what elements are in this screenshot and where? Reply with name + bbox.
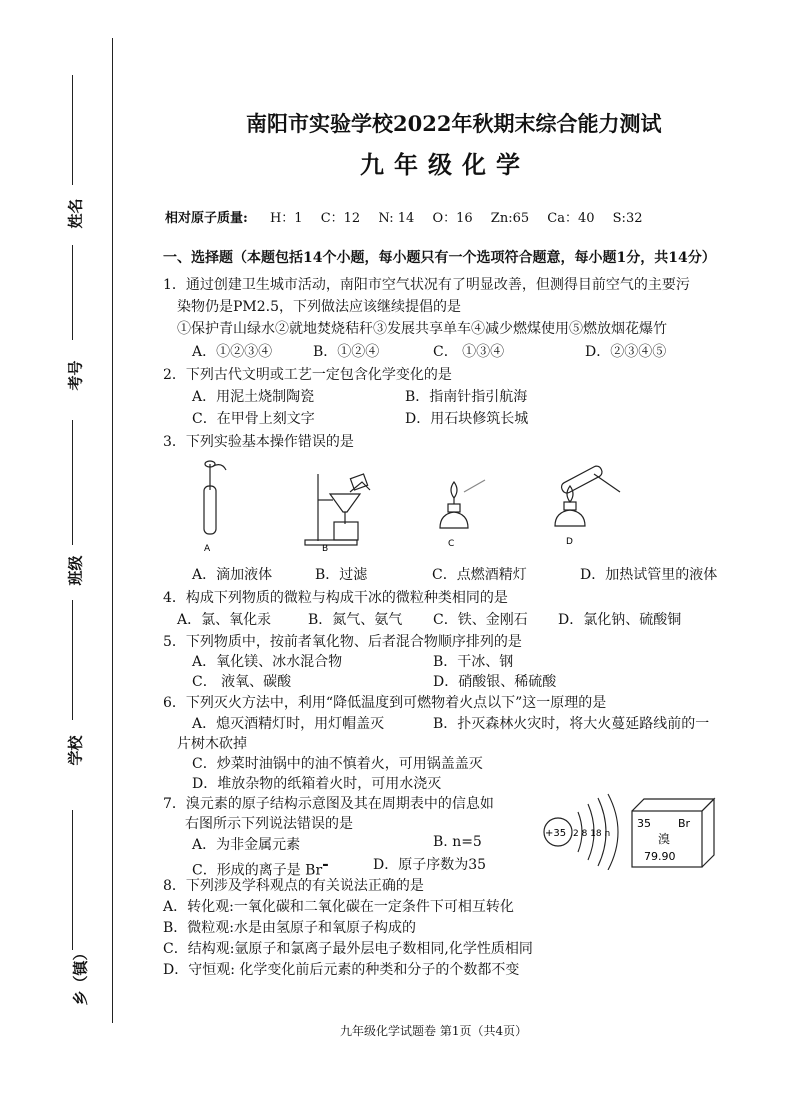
- q6-option-b: B．扑灭森林火灾时，将大火蔓延路线前的一: [433, 716, 710, 732]
- q7-stem-line1: 7．溴元素的原子结构示意图及其在周期表中的信息如: [163, 796, 494, 812]
- shell-electron-counts: 2 8 18 n: [573, 829, 611, 839]
- q7-option-c-charge: -: [322, 854, 329, 873]
- atomic-mass-item: N: 14: [378, 211, 415, 226]
- atomic-mass-item: O：16: [432, 211, 473, 226]
- q2-option-c: C．在甲骨上刻文字: [192, 411, 315, 427]
- atomic-mass-line: [165, 207, 656, 226]
- atomic-mass-label: 相对原子质量:: [165, 211, 248, 226]
- cell-atomic-mass: 79.90: [644, 850, 676, 863]
- fig-c-label: C: [448, 539, 455, 549]
- dropper-figure: [204, 461, 226, 534]
- page-footer: 九年级化学试题卷 第1页（共4页）: [340, 1024, 528, 1038]
- atomic-mass-item: Ca：40: [547, 211, 595, 226]
- q6-option-c: C．炒菜时油锅中的油不慎着火，可用锅盖盖灭: [192, 756, 483, 772]
- exam-subtitle: 九年级化学: [360, 150, 530, 179]
- atomic-mass-item: C：12: [320, 211, 361, 226]
- name-label: 姓名: [66, 198, 85, 229]
- cell-element-name: 溴: [658, 832, 671, 846]
- q2-option-a: A．用泥土烧制陶瓷: [192, 389, 315, 405]
- name-blank-line: [72, 75, 73, 185]
- binding-line: [112, 38, 113, 1023]
- q1-stem-line1: 1．通过创建卫生城市活动，南阳市空气状况有了明显改善，但测得目前空气的主要污: [163, 277, 690, 293]
- q3-option-d: D．加热试管里的液体: [580, 567, 718, 583]
- q4-option-c: C．铁、金刚石: [433, 612, 528, 628]
- alcohol-lamp-figure: [440, 480, 485, 528]
- q7-option-d: D．原子序数为35: [373, 857, 487, 873]
- q2-option-d: D．用石块修筑长城: [405, 411, 529, 427]
- exam-no-label: 考号: [66, 360, 85, 391]
- section-heading: 一、选择题（本题包括14个小题，每小题只有一个选项符合题意，每小题1分，共14分）: [163, 250, 716, 266]
- q6-stem: 6．下列灭火方法中，利用“降低温度到可燃物着火点以下”这一原理的是: [163, 695, 607, 711]
- q5-stem: 5．下列物质中，按前者氧化物、后者混合物顺序排列的是: [163, 634, 522, 650]
- cell-symbol: Br: [678, 817, 691, 830]
- fig-d-label: D: [566, 537, 573, 547]
- q1-stem-line2: 染物仍是PM2.5，下列做法应该继续提倡的是: [177, 299, 462, 315]
- q1-option-c: C． ①③④: [433, 344, 505, 360]
- q8-stem: 8．下列涉及学科观点的有关说法正确的是: [163, 878, 424, 894]
- nucleus-charge: +35: [545, 828, 567, 839]
- atomic-mass-item: H：1: [269, 211, 303, 226]
- town-label: 乡（镇）: [71, 945, 90, 1006]
- q4-option-b: B．氮气、氨气: [308, 612, 403, 628]
- q1-option-d: D．②③④⑤: [585, 344, 667, 360]
- q7-stem-line2: 右图所示下列说法错误的是: [185, 816, 353, 832]
- q7-option-b: B. n=5: [433, 834, 482, 850]
- school-blank-line: [72, 600, 73, 720]
- filtration-figure: [305, 474, 370, 545]
- cell-top-face: [632, 799, 714, 811]
- q3-apparatus-figure: [190, 456, 750, 556]
- q3-stem: 3．下列实验基本操作错误的是: [163, 434, 354, 450]
- class-label: 班级: [66, 555, 85, 586]
- q7-option-a: A．为非金属元素: [192, 837, 301, 853]
- q8-option-d: D．守恒观: 化学变化前后元素的种类和分子的个数都不变: [163, 962, 520, 978]
- exam-no-blank-line: [72, 245, 73, 340]
- q5-option-c: C． 液氧、碳酸: [192, 674, 292, 690]
- town-blank-line: [72, 810, 73, 950]
- school-label: 学校: [66, 735, 85, 766]
- q6-option-d: D．堆放杂物的纸箱着火时，可用水浇灭: [192, 776, 442, 792]
- class-blank-line: [72, 420, 73, 545]
- q2-stem: 2．下列古代文明或工艺一定包含化学变化的是: [163, 367, 452, 383]
- heating-tube-figure: [555, 464, 620, 526]
- q6-option-b-cont: 片树木砍掉: [177, 736, 247, 752]
- q3-option-b: B．过滤: [315, 567, 368, 583]
- q5-option-b: B．干冰、钢: [433, 654, 514, 670]
- q8-option-a: A．转化观:一氧化碳和二氧化碳在一定条件下可相互转化: [163, 899, 514, 915]
- q4-option-a: A．氯、氧化汞: [177, 612, 272, 628]
- periodic-table-cell: [626, 795, 726, 870]
- atomic-mass-item: Zn:65: [490, 211, 530, 226]
- fig-b-label: B: [322, 544, 329, 554]
- cell-side-face: [702, 799, 714, 867]
- fig-a-label: A: [204, 544, 211, 554]
- q1-option-b: B．①②④: [313, 344, 380, 360]
- q1-stem-line3: ①保护青山绿水②就地焚烧秸秆③发展共享单车④减少燃煤使用⑤燃放烟花爆竹: [177, 321, 667, 337]
- q3-option-a: A．滴加液体: [192, 567, 273, 583]
- q5-option-d: D．硝酸银、稀硫酸: [433, 674, 557, 690]
- q6-option-a: A．熄灭酒精灯时，用灯帽盖灭: [192, 716, 385, 732]
- q4-option-d: D．氯化钠、硫酸铜: [558, 612, 682, 628]
- q1-option-a: A．①②③④: [192, 344, 273, 360]
- q2-option-b: B．指南针指引航海: [405, 389, 528, 405]
- q8-option-b: B．微粒观:水是由氢原子和氧原子构成的: [163, 920, 417, 936]
- cell-atomic-number: 35: [637, 817, 651, 830]
- q3-option-c: C．点燃酒精灯: [432, 567, 527, 583]
- atomic-mass-item: S:32: [612, 211, 643, 226]
- q5-option-a: A．氧化镁、冰水混合物: [192, 654, 343, 670]
- exam-title: 南阳市实验学校2022年秋期末综合能力测试: [246, 111, 662, 136]
- q7-option-c-text: C．形成的离子是 Br: [192, 862, 323, 879]
- q4-stem: 4．构成下列物质的微粒与构成干冰的微粒种类相同的是: [163, 590, 508, 606]
- q8-option-c: C．结构观:氩原子和氯离子最外层电子数相同,化学性质相同: [163, 941, 533, 957]
